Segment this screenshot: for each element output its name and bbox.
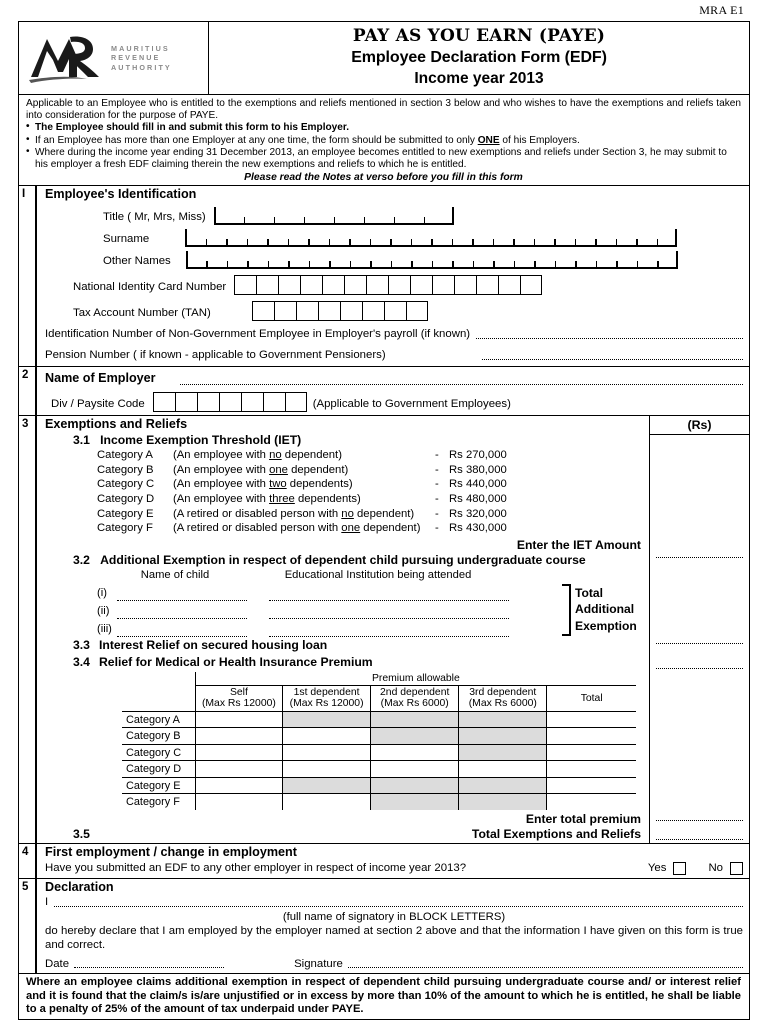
medical-table-row — [122, 728, 637, 745]
section-3-body — [37, 416, 649, 843]
section-2 — [19, 367, 749, 416]
div-paysite-input[interactable] — [153, 392, 307, 412]
tae-line-1: Total — [575, 585, 603, 600]
medical-column-header: 3rd dependent (Max Rs 6000) — [459, 685, 547, 711]
medical-cell-input[interactable] — [283, 794, 371, 811]
iet-category-name: Category B — [97, 463, 154, 476]
document-code: MRA E1 — [699, 3, 744, 17]
section-3-1-title: Income Exemption Threshold (IET) — [100, 433, 302, 448]
section-3-3-heading — [45, 637, 645, 654]
enter-total-premium-label: Enter total premium — [525, 811, 641, 826]
iet-category-amount: Rs 380,000 — [449, 463, 507, 476]
employer-name-input[interactable] — [180, 374, 743, 385]
medical-column-header: 2nd dependent (Max Rs 6000) — [371, 685, 459, 711]
payroll-id-label: Identification Number of Non-Government Employee in Employer's payroll (if known) — [45, 328, 471, 341]
section-1-body — [36, 186, 749, 366]
iet-category-row — [45, 477, 645, 492]
tan-field-label: Tax Account Number (TAN) — [73, 307, 211, 320]
signatory-i-label: I — [45, 895, 49, 908]
iet-category-row — [45, 507, 645, 522]
form-header — [19, 22, 749, 95]
iet-category-amount: Rs 440,000 — [449, 478, 507, 491]
rs-column-header: (Rs) — [650, 416, 749, 435]
iet-category-name: Category A — [97, 449, 153, 462]
iet-dash: - — [435, 522, 439, 535]
intro-note: Please read the Notes at verso before you fill in this form — [244, 171, 523, 183]
yes-checkbox[interactable] — [673, 862, 686, 875]
medical-table-row — [122, 794, 637, 811]
medical-cell-disabled — [459, 794, 547, 811]
section-3-1-number: 3.1 — [73, 433, 90, 448]
medical-table-header-row — [122, 671, 637, 685]
medical-row-label: Category D — [122, 761, 196, 778]
medical-cell-input[interactable] — [195, 728, 282, 745]
medical-table-corner — [122, 671, 196, 711]
medical-cell-disabled — [371, 794, 459, 811]
signature-label: Signature — [294, 958, 343, 971]
section-3-3-number: 3.3 — [73, 637, 90, 652]
iet-category-row — [45, 448, 645, 463]
div-paysite-label: Div / Paysite Code — [51, 398, 145, 411]
child-name-input[interactable] — [117, 608, 247, 619]
medical-cell-disabled — [459, 744, 547, 761]
child-name-input[interactable] — [117, 626, 247, 637]
section-5-body — [36, 879, 749, 973]
pension-number-row — [45, 342, 743, 363]
div-paysite-note: (Applicable to Government Employees) — [312, 398, 511, 411]
nic-field-label: National Identity Card Number — [73, 281, 227, 294]
medical-cell-input[interactable] — [547, 794, 637, 811]
other-names-field-row — [45, 247, 743, 269]
title-field-label: Title ( Mr, Mrs, Miss) — [103, 211, 206, 224]
block-letters-hint: (full name of signatory in BLOCK LETTERS) — [282, 910, 506, 923]
edf-question-text: Have you submitted an EDF to any other employer in respect of income year 2013? — [45, 862, 467, 875]
medical-cell-input[interactable] — [283, 728, 371, 745]
rs-input-iet[interactable] — [656, 557, 743, 558]
surname-field-row — [45, 225, 743, 247]
section-3-4-number: 3.4 — [73, 654, 90, 669]
edf-question-row — [45, 861, 743, 875]
medical-row-label: Category A — [122, 711, 196, 728]
date-label: Date — [45, 958, 70, 971]
iet-dash: - — [435, 507, 439, 520]
iet-category-name: Category E — [97, 507, 154, 520]
form-title-year: Income year 2013 — [414, 70, 544, 87]
medical-cell-disabled — [371, 711, 459, 728]
medical-table-row — [122, 711, 637, 728]
section-5 — [19, 879, 749, 973]
iet-category-name: Category C — [97, 478, 155, 491]
tae-line-3: Exemption — [575, 618, 637, 633]
medical-cell-disabled — [459, 728, 547, 745]
payroll-id-row — [45, 321, 743, 342]
rs-amount-column — [649, 416, 749, 843]
medical-cell-input[interactable] — [283, 744, 371, 761]
iet-category-amount: Rs 270,000 — [449, 449, 507, 462]
iet-category-row — [45, 463, 645, 478]
tan-field-row — [45, 295, 743, 321]
logo-wordmark — [111, 44, 172, 73]
medical-cell-input[interactable] — [459, 761, 547, 778]
medical-row-label: Category C — [122, 744, 196, 761]
medical-cell-input[interactable] — [195, 794, 282, 811]
section-3-4-title: Relief for Medical or Health Insurance Premium — [99, 654, 373, 669]
no-checkbox[interactable] — [730, 862, 743, 875]
pension-number-input[interactable] — [482, 349, 743, 360]
tan-input[interactable] — [252, 301, 428, 321]
logo-line-2: REVENUE — [111, 53, 161, 63]
medical-cell-disabled — [371, 728, 459, 745]
medical-table-row — [122, 744, 637, 761]
medical-column-header: Total — [547, 685, 637, 711]
section-5-title: Declaration — [45, 879, 114, 894]
iet-category-row — [45, 492, 645, 507]
iet-category-amount: Rs 480,000 — [449, 492, 507, 505]
section-3-1-heading — [45, 433, 645, 447]
date-signature-row — [45, 952, 743, 970]
iet-category-amount: Rs 320,000 — [449, 507, 507, 520]
medical-row-label: Category B — [122, 728, 196, 745]
medical-cell-disabled — [283, 777, 371, 794]
iet-category-description: (A retired or disabled person with no dependent) — [173, 507, 415, 520]
surname-field-label: Surname — [103, 233, 150, 246]
iet-category-list — [45, 448, 645, 536]
signature-input[interactable] — [348, 957, 743, 968]
intro-bullet-2-emphasis: ONE — [477, 134, 500, 146]
section-3-wrap — [36, 416, 749, 843]
medical-cell-input[interactable] — [371, 761, 459, 778]
surname-input[interactable] — [185, 228, 677, 247]
date-input[interactable] — [74, 957, 224, 968]
intro-bullet-2-a: If an Employee has more than one Employer at any one time, the form should be submitted to only — [35, 134, 478, 146]
tae-line-2: Additional — [575, 602, 635, 617]
section-3-5-number: 3.5 — [73, 826, 90, 841]
logo-cell — [19, 22, 209, 94]
intro-bullet-2 — [26, 135, 741, 147]
form-title-edf: Employee Declaration Form (EDF) — [351, 49, 607, 66]
enter-iet-label: Enter the IET Amount — [516, 537, 641, 552]
iet-category-row — [45, 521, 645, 536]
iet-dash: - — [435, 492, 439, 505]
section-1-title: Employee's Identification — [45, 187, 197, 202]
section-4-body — [36, 844, 749, 878]
iet-dash: - — [435, 449, 439, 462]
yes-label: Yes — [647, 862, 667, 875]
logo-line-1: MAURITIUS — [111, 43, 170, 53]
total-additional-exemption-label — [575, 585, 645, 635]
medical-table-row — [122, 777, 637, 794]
intro-bullet-2-b: of his Employers. — [499, 134, 580, 146]
child-name-input[interactable] — [117, 590, 247, 601]
medical-cell-input[interactable] — [371, 744, 459, 761]
medical-table-subheader-row — [122, 685, 637, 711]
section-3-4-heading — [45, 654, 645, 670]
medical-row-label: Category E — [122, 777, 196, 794]
iet-category-description: (An employee with one dependent) — [173, 463, 349, 476]
div-paysite-row — [45, 388, 743, 412]
section-2-title: Name of Employer — [45, 371, 156, 386]
iet-category-name: Category D — [97, 492, 155, 505]
medical-cell-disabled — [459, 777, 547, 794]
declaration-body: do hereby declare that I am employed by the employer named at section 2 above and that the information I have given on this form is true and correct. — [45, 924, 743, 951]
pension-number-label: Pension Number ( if known - applicable to Government Pensioners) — [45, 349, 386, 362]
medical-cell-input[interactable] — [195, 761, 282, 778]
form-frame — [18, 21, 750, 974]
signatory-name-input[interactable] — [54, 896, 743, 907]
medical-cell-input[interactable] — [547, 728, 637, 745]
iet-category-description: (An employee with two dependents) — [173, 478, 353, 491]
rs-input-total-exemptions[interactable] — [656, 839, 743, 840]
no-label: No — [708, 862, 723, 875]
medical-cell-disabled — [283, 711, 371, 728]
medical-column-header: Self (Max Rs 12000) — [195, 685, 282, 711]
iet-category-description: (A retired or disabled person with one dependent) — [173, 522, 421, 535]
medical-cell-disabled — [371, 777, 459, 794]
section-2-body — [36, 367, 749, 415]
section-3-5-title: Total Exemptions and Reliefs — [471, 826, 641, 841]
penalty-warning — [18, 974, 750, 1020]
section-3-title: Exemptions and Reliefs — [45, 417, 188, 432]
child-institution-input[interactable] — [269, 608, 509, 619]
child-columns-header — [45, 568, 645, 583]
child-institution-col-label: Educational Institution being attended — [284, 568, 472, 581]
logo-line-3: AUTHORITY — [111, 62, 172, 72]
iet-category-description: (An employee with three dependents) — [173, 492, 361, 505]
intro-block — [19, 95, 749, 186]
child-row-number: (ii) — [97, 604, 110, 617]
medical-cell-input[interactable] — [195, 744, 282, 761]
grouping-bracket — [562, 584, 571, 636]
signatory-name-row — [45, 896, 743, 910]
section-1 — [19, 186, 749, 367]
section-2-number: 2 — [19, 367, 36, 415]
mra-logo-icon — [25, 31, 107, 85]
title-field-row — [45, 203, 743, 225]
iet-category-name: Category F — [97, 522, 153, 535]
medical-cell-input[interactable] — [547, 777, 637, 794]
medical-table-row — [122, 761, 637, 778]
title-cell — [209, 22, 749, 94]
iet-category-amount: Rs 430,000 — [449, 522, 507, 535]
child-institution-input[interactable] — [269, 590, 509, 601]
title-input[interactable] — [214, 206, 454, 225]
medical-cell-disabled — [459, 711, 547, 728]
intro-bullet-1: • The Employee should fill in and submit this form to his Employer. — [26, 122, 741, 134]
medical-cell-input[interactable] — [283, 761, 371, 778]
section-3-2-title: Additional Exemption in respect of dependent child pursuing undergraduate course — [100, 552, 586, 567]
employer-name-row — [45, 368, 743, 388]
premium-allowable-header: Premium allowable — [195, 671, 636, 685]
penalty-warning-text: Where an employee claims additional exemption in respect of dependent child pursuing undergraduate course and/ or interest relief and it is found that the claim/s is/are unjustified or in excess by more than 10% of the amount to which he is entitled, he shall be liable to a penalty of 25% of the amount of tax underpaid under PAYE. — [26, 976, 741, 1015]
nic-input[interactable] — [234, 275, 542, 295]
rs-input-total-premium[interactable] — [656, 820, 743, 821]
section-4-number: 4 — [19, 844, 36, 878]
other-names-field-label: Other Names — [103, 255, 171, 268]
rs-input-additional-exemption[interactable] — [656, 643, 743, 644]
medical-cell-input[interactable] — [195, 777, 282, 794]
medical-cell-input[interactable] — [547, 744, 637, 761]
section-5-number: 5 — [19, 879, 36, 973]
intro-bullet-3: • Where during the income year ending 31 December 2013, an employee becomes entitled to new exemptions and reliefs under Section 3, he may submit to his employer a fresh EDF claiming therein the new exemptions and reliefs to which he is entitled. — [26, 147, 741, 170]
child-rows — [45, 583, 645, 637]
section-3-number: 3 — [19, 416, 36, 843]
section-4-title: First employment / change in employment — [45, 844, 297, 859]
payroll-id-input[interactable] — [476, 328, 743, 339]
child-row-number: (iii) — [97, 622, 112, 635]
section-3 — [19, 416, 749, 844]
section-4 — [19, 844, 749, 879]
medical-row-label: Category F — [122, 794, 196, 811]
iet-dash: - — [435, 478, 439, 491]
medical-premium-table — [121, 671, 637, 811]
child-institution-input[interactable] — [269, 626, 509, 637]
medical-column-header: 1st dependent (Max Rs 12000) — [283, 685, 371, 711]
iet-dash: - — [435, 463, 439, 476]
rs-input-interest-relief[interactable] — [656, 668, 743, 669]
child-row-number: (i) — [97, 586, 107, 599]
section-3-5-row — [45, 827, 645, 841]
form-title-paye: PAY AS YOU EARN (PAYE) — [352, 26, 606, 46]
section-3-2-number: 3.2 — [73, 552, 90, 567]
section-1-number: I — [19, 186, 36, 366]
iet-category-description: (An employee with no dependent) — [173, 449, 342, 462]
intro-paragraph: Applicable to an Employee who is entitled to the exemptions and reliefs mentioned in section 3 below and who wishes to have the exemptions and reliefs taken into consideration for the purpose of PAYE. — [26, 98, 741, 121]
section-3-3-title: Interest Relief on secured housing loan — [99, 637, 328, 652]
other-names-input[interactable] — [186, 250, 678, 269]
medical-cell-input[interactable] — [547, 711, 637, 728]
medical-cell-input[interactable] — [195, 711, 282, 728]
section-3-2-heading — [45, 553, 645, 568]
medical-cell-input[interactable] — [547, 761, 637, 778]
child-name-col-label: Name of child — [140, 568, 210, 581]
nic-field-row — [45, 269, 743, 295]
